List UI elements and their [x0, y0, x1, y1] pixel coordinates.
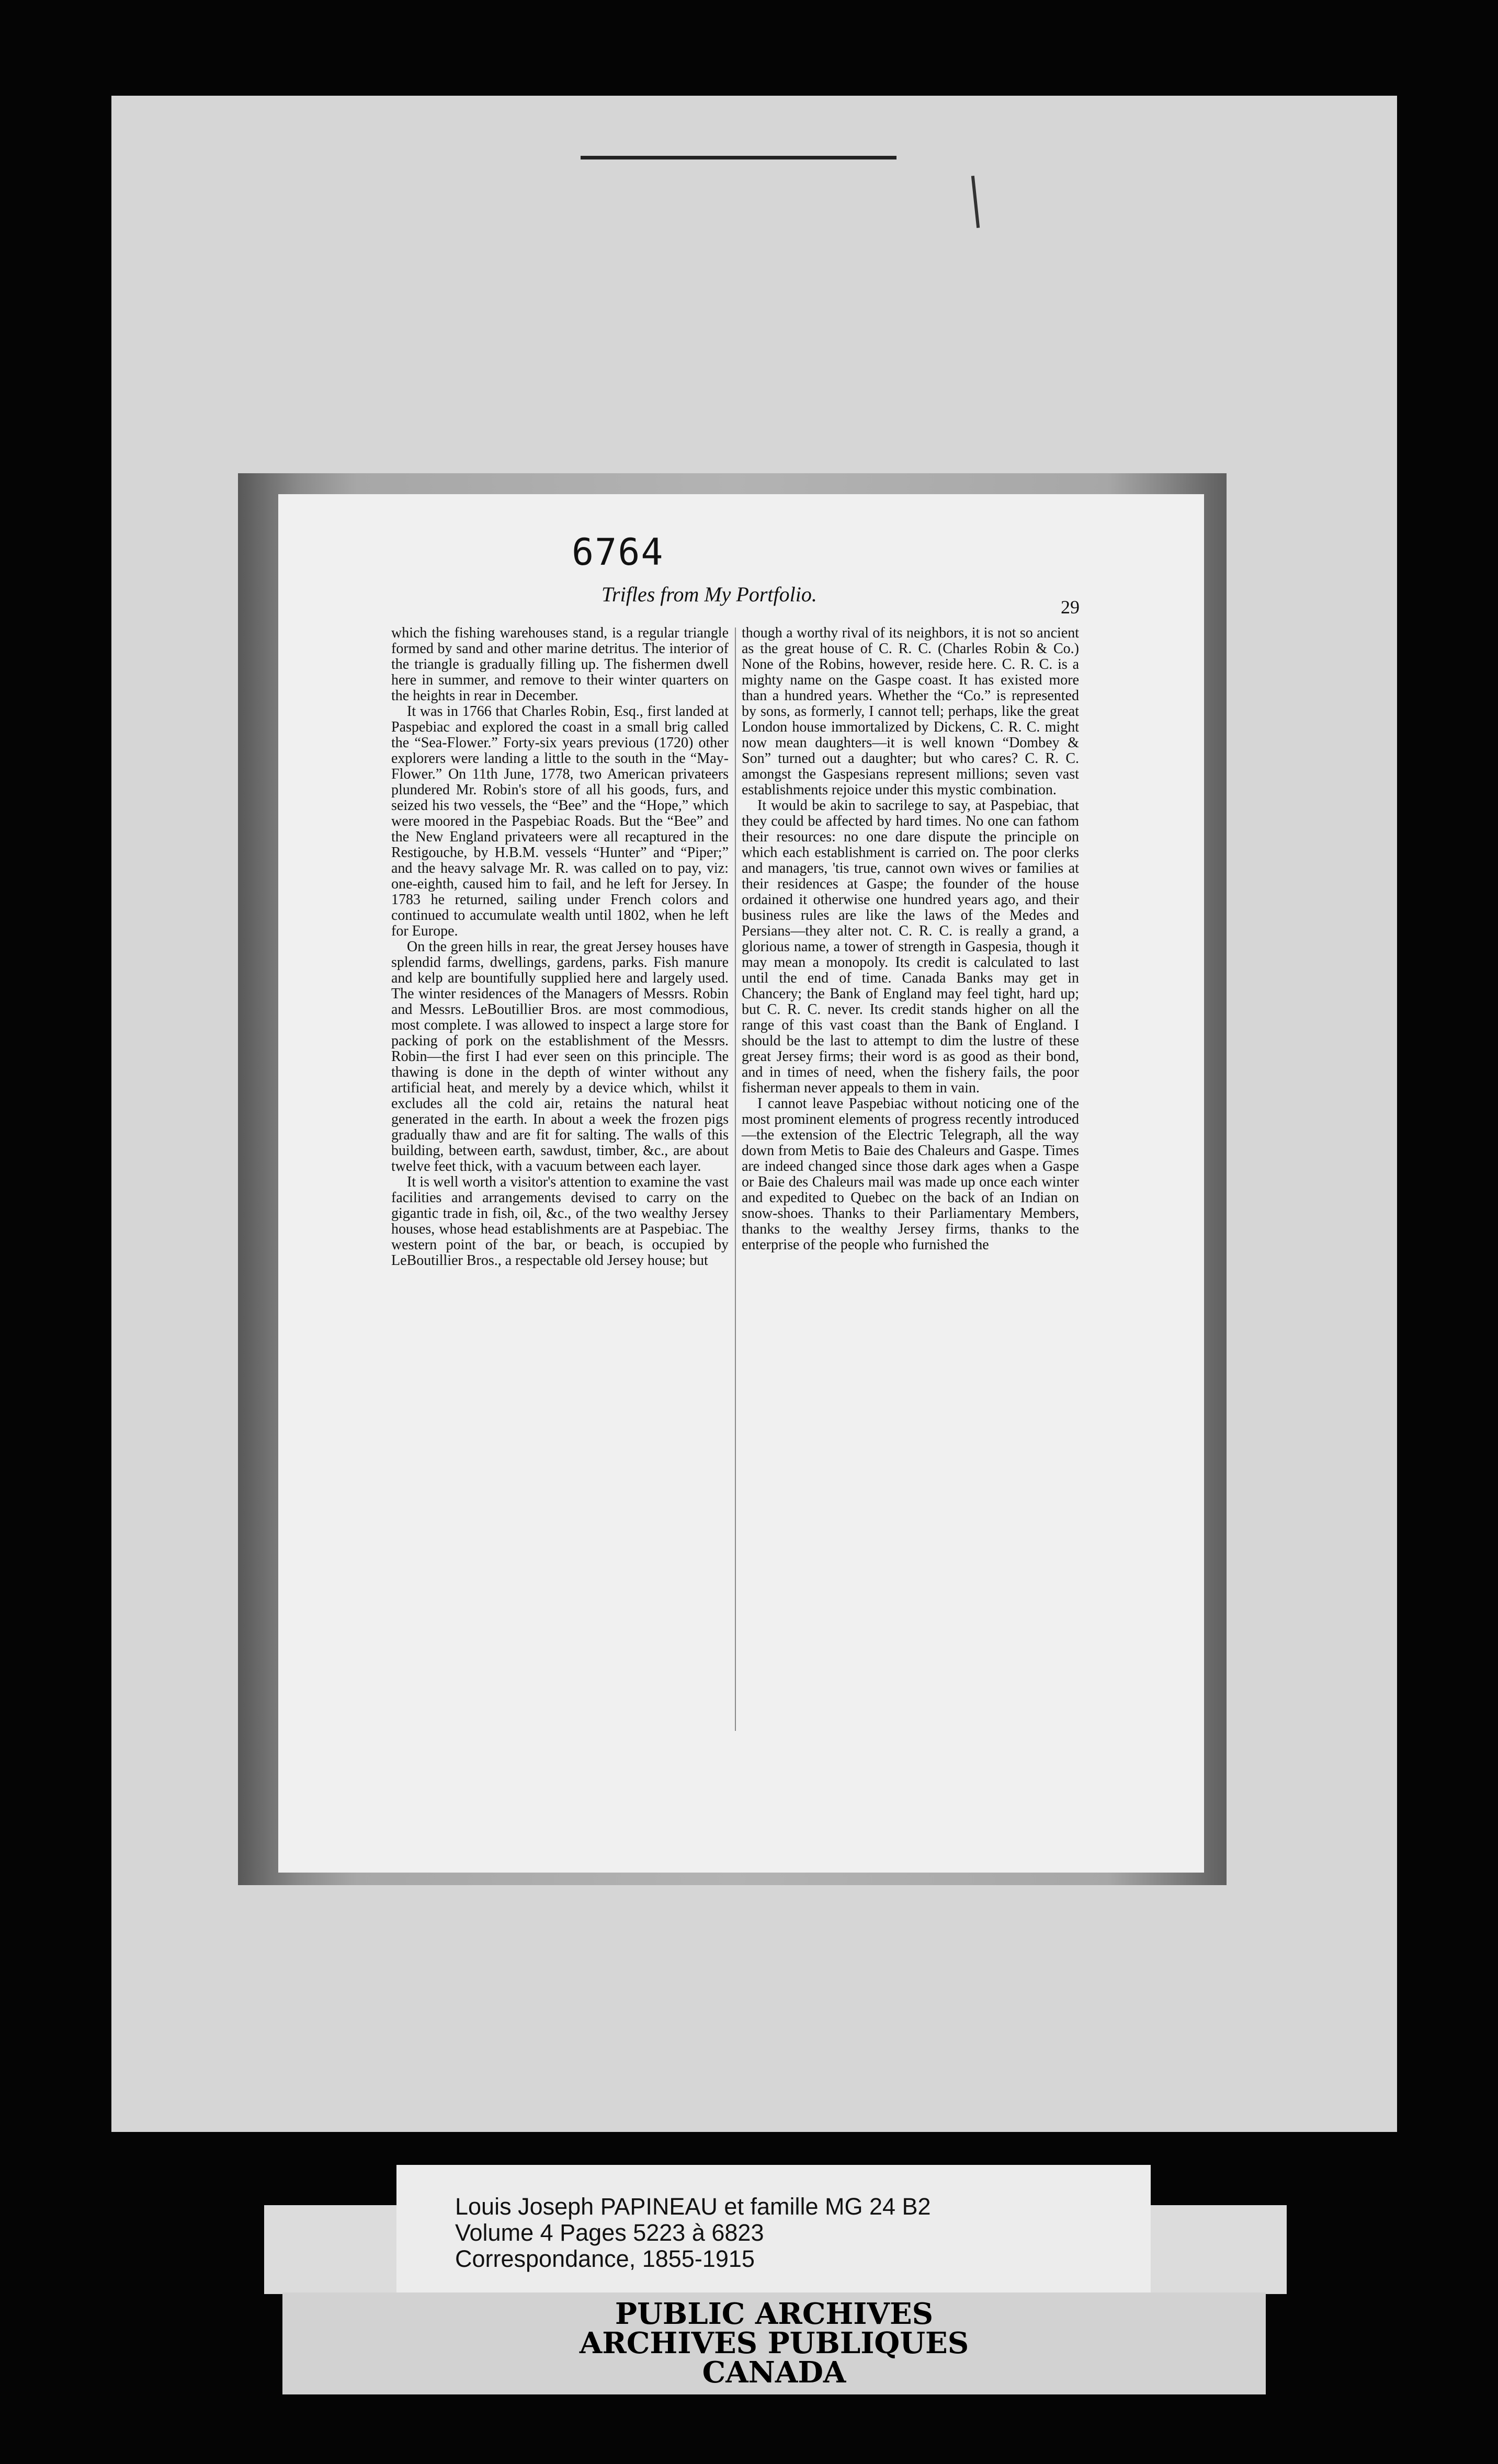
right-paragraph-3: I cannot leave Paspebiac without noticing one of the most prominent elements of progress recently introduced—the extension of the Electric Telegraph, all the way down from Metis to Baie des Chaleurs and Gaspe. Times are indeed changed since those dark ages when a Gaspe or Baie des Chaleurs mail was made up once each winter and expedited to Quebec on the back of an Indian on snow-shoes. Thanks to their Parliamentary Members, thanks to the wealthy Jersey firms, thanks to the enterprise of the people who furnished the: [742, 1096, 1079, 1253]
archive-label-series: Correspondance, 1855-1915: [455, 2245, 755, 2272]
label-tab-right: [1151, 2205, 1287, 2294]
label-tab-left: [264, 2205, 396, 2294]
column-divider: [735, 628, 736, 1731]
archive-stamp-english: PUBLIC ARCHIVES: [615, 2297, 934, 2331]
archive-label-fonds: Louis Joseph PAPINEAU et famille MG 24 B2: [455, 2193, 931, 2220]
left-paragraph-4: It is well worth a visitor's attention to examine the vast facilities and arrangements devised to carry on the gigantic trade in fish, oil, &c., of the two wealthy Jersey houses, whose head establishments are at Paspebiac. The western point of the bar, or beach, is occupied by LeBoutillier Bros., a respectable old Jersey house; but: [391, 1174, 729, 1269]
right-paragraph-2: It would be akin to sacrilege to say, at Paspebiac, that they could be affected by hard times. No one can fathom their resources: no one dare dispute the principle on which each establishment is carried on. The poor clerks and managers, 'tis true, cannot own wives or families at their residences at Gaspe; the founder of the house ordained it otherwise one hundred years ago, and their business rules are like the laws of the Medes and Persians—they alter not. C. R. C. is really a grand, a glorious name, a tower of strength in Gaspesia, though it may mean a monopoly. Its credit is calculated to last until the end of time. Canada Banks may get in Chancery; the Bank of England may feel tight, hard up; but C. R. C. never. Its credit stands higher on all the range of this vast coast than the Bank of England. I should be the last to attempt to dim the lustre of these great Jersey firms; their word is as good as their bond, and in times of need, when the fishery fails, the poor fisherman never appeals to them in vain.: [742, 797, 1079, 1096]
right-paragraph-1: though a worthy rival of its neighbors, it is not so ancient as the great house of C. R. C. (Charles Robin & Co.) None of the Robins, however, reside here. C. R. C. is a mighty name on the Gaspe coast. It has existed more than a hundred years. Whether the “Co.” is represented by sons, as formerly, I cannot tell; perhaps, like the great London house immortalized by Dickens, C. R. C. might now mean daughters—it is well known “Dombey & Son” turned out a daughter; but who cares? C. R. C. amongst the Gaspesians represent millions; seven vast establishments rejoice under this mystic combination.: [742, 625, 1079, 798]
left-paragraph-3: On the green hills in rear, the great Jersey houses have splendid farms, dwellings, gardens, parks. Fish manure and kelp are bountifully supplied here and largely used. The winter residences of the Managers of Messrs. Robin and Messrs. LeBoutillier Bros. are most commodious, most complete. I was allowed to inspect a large store for packing of pork on the establishment of the Messrs. Robin—the first I had ever seen on this principle. The thawing is done in the depth of winter without any artificial heat, and merely by a device which, whilst it excludes all the cold air, retains the natural heat generated in the earth. In about a week the frozen pigs gradually thaw and are fit for salting. The walls of this building, between earth, sawdust, timber, &c., are about twelve feet thick, with a vacuum between each layer.: [391, 939, 729, 1174]
archive-stamp-french: ARCHIVES PUBLIQUES: [579, 2326, 969, 2360]
archive-stamp-country: CANADA: [702, 2355, 846, 2390]
right-column: [742, 625, 1079, 1253]
manuscript-number: 6764: [572, 531, 664, 574]
left-column: [391, 625, 729, 1269]
top-rule-line: [581, 156, 896, 159]
left-paragraph-2: It was in 1766 that Charles Robin, Esq., first landed at Paspebiac and explored the coast in a small brig called the “Sea-Flower.” Forty-six years previous (1720) other explorers were landing a little to the south in the “May-Flower.” On 11th June, 1778, two American privateers plundered Mr. Robin's store of all his goods, furs, and seized his two vessels, the “Bee” and the “Hope,” which were moored in the Paspebiac Roads. But the “Bee” and the New England privateers were all recaptured in the Restigouche, by H.B.M. vessels “Hunter” and “Piper;” and the heavy salvage Mr. R. was called on to pay, viz: one-eighth, caused him to fail, and he left for Jersey. In 1783 he returned, sailing under French colors and continued to accumulate wealth until 1802, when he left for Europe.: [391, 703, 729, 939]
running-head: Trifles from My Portfolio.: [602, 583, 817, 606]
archive-label-volume: Volume 4 Pages 5223 à 6823: [455, 2219, 764, 2246]
page-number: 29: [1061, 597, 1080, 618]
left-paragraph-1: which the fishing warehouses stand, is a regular triangle formed by sand and other marine detritus. The interior of the triangle is gradually filling up. The fishermen dwell here in summer, and remove to their winter quarters on the heights in rear in December.: [391, 625, 729, 704]
